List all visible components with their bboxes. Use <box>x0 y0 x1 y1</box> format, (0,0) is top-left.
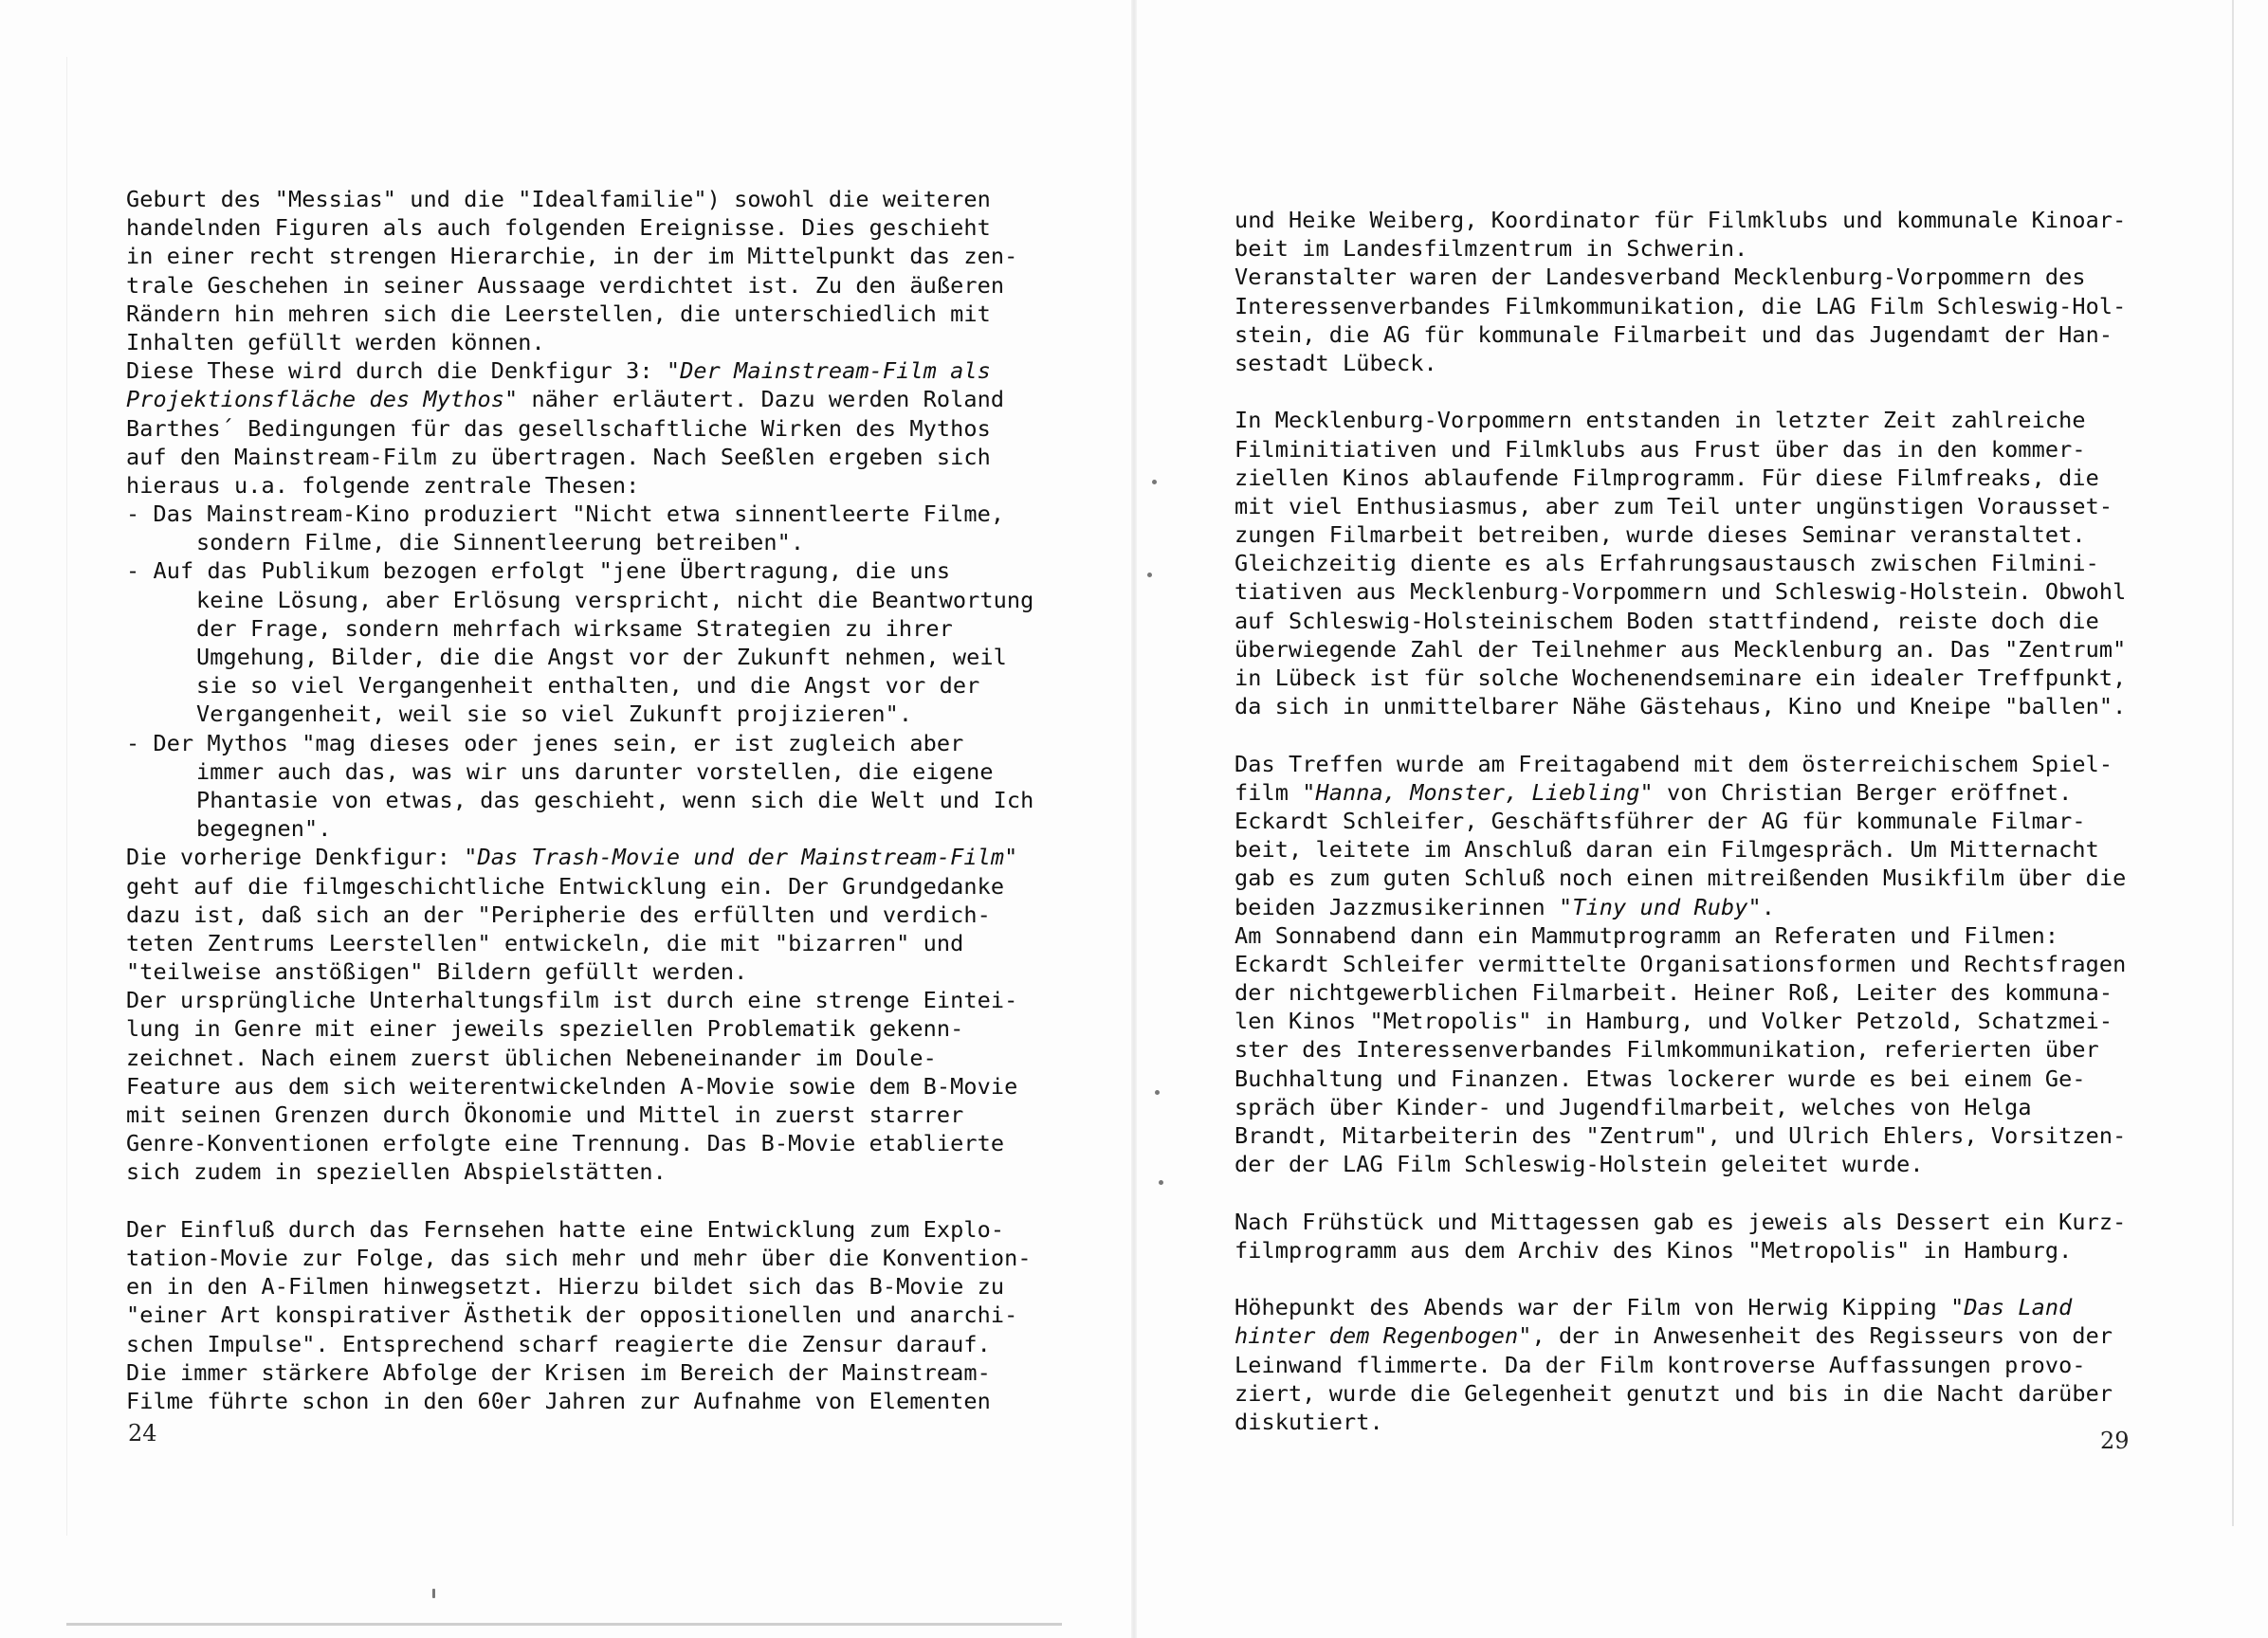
text-line: "einer Art konspirativer Ästhetik der oppositionellen und anarchi- <box>126 1301 1018 1329</box>
text-line: der nichtgewerblichen Filmarbeit. Heiner Roß, Leiter des kommuna- <box>1235 979 2113 1007</box>
text-line: handelnden Figuren als auch folgenden Ereignisse. Dies geschieht <box>126 214 991 242</box>
text-line: Eckardt Schleifer vermittelte Organisationsformen und Rechtsfragen <box>1235 950 2127 977</box>
text-line: Das Treffen wurde am Freitagabend mit dem österreichischem Spiel- <box>1235 750 2113 777</box>
text-line: en in den A-Filmen hinwegsetzt. Hierzu bildet sich das B-Movie zu <box>126 1273 1005 1301</box>
text-line: Vergangenheit, weil sie so viel Zukunft projizieren". <box>196 701 913 728</box>
text-line: Leinwand flimmerte. Da der Film kontroverse Auffassungen provo- <box>1235 1351 2086 1378</box>
paragraph-gap <box>1235 1178 2145 1207</box>
text-line: Diese These wird durch die Denkfigur 3: "Der Mainstream-Film als <box>126 357 991 385</box>
text-line: Gleichzeitig diente es als Erfahrungsaustausch zwischen Filmini- <box>1235 550 2099 577</box>
scan-speck <box>432 1589 435 1598</box>
paragraph-gap <box>1235 1265 2145 1293</box>
left-page-text <box>126 185 1036 1415</box>
text-line: keine Lösung, aber Erlösung verspricht, nicht die Beantwortung <box>196 586 1034 613</box>
text-line: Buchhaltung und Finanzen. Etwas lockerer wurde es bei einem Ge- <box>1235 1065 2086 1092</box>
text-line: beit im Landesfilmzentrum in Schwerin. <box>1235 235 1748 263</box>
text-line: Der Einfluß durch das Fernsehen hatte eine Entwicklung zum Explo- <box>126 1215 1005 1243</box>
text-line: ster des Interessenverbandes Filmkommunikation, referierten über <box>1235 1036 2099 1064</box>
text-line: der Frage, sondern mehrfach wirksame Strategien zu ihrer <box>196 614 953 642</box>
text-line: Der ursprüngliche Unterhaltungsfilm ist durch eine strenge Eintei- <box>126 987 1018 1014</box>
text-line: Barthes´ Bedingungen für das gesellschaftliche Wirken des Mythos <box>126 414 991 442</box>
text-line: Höhepunkt des Abends war der Film von Herwig Kipping "Das Land <box>1235 1294 2073 1321</box>
text-line: ziellen Kinos ablaufende Filmprogramm. Für diese Filmfreaks, die <box>1235 464 2099 491</box>
text-line: geht auf die filmgeschichtliche Entwicklung ein. Der Grundgedanke <box>126 872 1005 900</box>
text-line: Veranstalter waren der Landesverband Mecklenburg-Vorpommern des <box>1235 264 2086 291</box>
paragraph-gap <box>126 1187 1036 1215</box>
text-line: "teilweise anstößigen" Bildern gefüllt werden. <box>126 958 748 986</box>
text-line: Die vorherige Denkfigur: "Das Trash-Movie und der Mainstream-Film" <box>126 844 1018 871</box>
book-fold <box>1131 0 1137 1638</box>
text-line: Filme führte schon in den 60er Jahren zur Aufnahme von Elementen <box>126 1387 991 1414</box>
text-line: Am Sonnabend dann ein Mammutprogramm an Referaten und Filmen: <box>1235 921 2059 949</box>
text-line: teten Zentrums Leerstellen" entwickeln, die mit "bizarren" und <box>126 929 964 956</box>
text-line: Rändern hin mehren sich die Leerstellen, die unterschiedlich mit <box>126 300 991 327</box>
text-line: immer auch das, was wir uns darunter vorstellen, die eigene <box>196 757 994 785</box>
page-edge-bottom <box>66 1623 1062 1626</box>
text-line: Interessenverbandes Filmkommunikation, die LAG Film Schleswig-Hol- <box>1235 292 2127 319</box>
scan-speck <box>1152 480 1157 484</box>
text-line: der der LAG Film Schleswig-Holstein geleitet wurde. <box>1235 1151 1924 1178</box>
text-line: Eckardt Schleifer, Geschäftsführer der AG für kommunale Filmar- <box>1235 807 2086 834</box>
text-line: len Kinos "Metropolis" in Hamburg, und Volker Petzold, Schatzmei- <box>1235 1008 2113 1035</box>
text-line: und Heike Weiberg, Koordinator für Filmklubs und kommunale Kinoar- <box>1235 207 2127 233</box>
text-line: diskutiert. <box>1235 1408 1383 1435</box>
text-line: überwiegende Zahl der Teilnehmer aus Mecklenburg an. Das "Zentrum" <box>1235 635 2127 663</box>
text-line: spräch über Kinder- und Jugendfilmarbeit, welches von Helga <box>1235 1093 2032 1120</box>
text-line: in einer recht strengen Hierarchie, in der im Mittelpunkt das zen- <box>126 243 1018 270</box>
text-line: Genre-Konventionen erfolgte eine Trennung. Das B-Movie etablierte <box>126 1130 1005 1157</box>
text-line: Die immer stärkere Abfolge der Krisen im Bereich der Mainstream- <box>126 1358 991 1386</box>
text-line: ziert, wurde die Gelegenheit genutzt und bis in die Nacht darüber <box>1235 1379 2113 1407</box>
text-line: schen Impulse". Entsprechend scharf reagierte die Zensur darauf. <box>126 1330 991 1357</box>
text-line: sie so viel Vergangenheit enthalten, und die Angst vor der <box>196 672 980 700</box>
text-line: tation-Movie zur Folge, das sich mehr und mehr über die Konvention- <box>126 1244 1032 1271</box>
text-line: sestadt Lübeck. <box>1235 349 1437 376</box>
text-line: tiativen aus Mecklenburg-Vorpommern und Schleswig-Holstein. Obwohl <box>1235 578 2127 606</box>
text-line: Umgehung, Bilder, die die Angst vor der Zukunft nehmen, weil <box>196 644 1007 670</box>
text-line: - Das Mainstream-Kino produziert "Nicht etwa sinnentleerte Filme, <box>126 500 1005 528</box>
text-line: sondern Filme, die Sinnentleerung betreiben". <box>196 529 805 556</box>
text-line: Nach Frühstück und Mittagessen gab es jeweis als Dessert ein Kurz- <box>1235 1208 2127 1235</box>
text-line: hieraus u.a. folgende zentrale Thesen: <box>126 471 640 499</box>
text-line: mit seinen Grenzen durch Ökonomie und Mittel in zuerst starrer <box>126 1101 964 1128</box>
text-line: sich zudem in speziellen Abspielstätten. <box>126 1158 667 1186</box>
scan-speck <box>1155 1090 1160 1095</box>
text-line: Brandt, Mitarbeiterin des "Zentrum", und Ulrich Ehlers, Vorsitzen- <box>1235 1122 2127 1149</box>
text-line: trale Geschehen in seiner Aussaage verdichtet ist. Zu den äußeren <box>126 271 1005 299</box>
text-line: - Der Mythos "mag dieses oder jenes sein, er ist zugleich aber <box>126 729 964 756</box>
text-line: beit, leitete im Anschluß daran ein Filmgespräch. Um Mitternacht <box>1235 836 2099 864</box>
text-line: dazu ist, daß sich an der "Peripherie des erfüllten und verdich- <box>126 901 991 928</box>
paragraph-gap <box>1235 720 2145 749</box>
text-line: beiden Jazzmusikerinnen "Tiny und Ruby". <box>1235 893 1775 920</box>
text-line: mit viel Enthusiasmus, aber zum Teil unter ungünstigen Vorausset- <box>1235 492 2113 519</box>
text-line: - Auf das Publikum bezogen erfolgt "jene Übertragung, die uns <box>126 557 951 585</box>
text-line: Feature aus dem sich weiterentwickelnden A-Movie sowie dem B-Movie <box>126 1072 1018 1100</box>
text-line: hinter dem Regenbogen", der in Anwesenheit des Regisseurs von der <box>1235 1322 2113 1350</box>
text-line: Geburt des "Messias" und die "Idealfamilie") sowohl die weiteren <box>126 186 991 212</box>
text-line: auf den Mainstream-Film zu übertragen. Nach Seeßlen ergeben sich <box>126 443 991 470</box>
paragraph-gap <box>1235 377 2145 406</box>
text-line: filmprogramm aus dem Archiv des Kinos "Metropolis" in Hamburg. <box>1235 1236 2073 1264</box>
scan-speck <box>1147 573 1152 577</box>
page-edge-left <box>66 57 67 1536</box>
text-line: begegnen". <box>196 815 332 843</box>
text-line: stein, die AG für kommunale Filmarbeit und das Jugendamt der Han- <box>1235 320 2113 348</box>
scan-speck <box>1159 1180 1163 1185</box>
text-line: Inhalten gefüllt werden können. <box>126 328 545 355</box>
text-line: zungen Filmarbeit betreiben, wurde dieses Seminar veranstaltet. <box>1235 521 2086 549</box>
text-line: film "Hanna, Monster, Liebling" von Christian Berger eröffnet. <box>1235 778 2073 806</box>
text-line: in Lübeck ist für solche Wochenendseminare ein idealer Treffpunkt, <box>1235 664 2127 691</box>
text-line: zeichnet. Nach einem zuerst üblichen Nebeneinander im Doule- <box>126 1044 937 1071</box>
page-number-left: 24 <box>128 1420 157 1447</box>
text-line: da sich in unmittelbarer Nähe Gästehaus, Kino und Kneipe "ballen". <box>1235 693 2127 720</box>
right-page-text <box>1235 206 2145 1436</box>
text-line: gab es zum guten Schluß noch einen mitreißenden Musikfilm über die <box>1235 864 2127 892</box>
text-line: In Mecklenburg-Vorpommern entstanden in letzter Zeit zahlreiche <box>1235 407 2086 434</box>
text-line: Projektionsfläche des Mythos" näher erläutert. Dazu werden Roland <box>126 386 1005 413</box>
text-line: lung in Genre mit einer jeweils speziellen Problematik gekenn- <box>126 1015 964 1043</box>
text-line: Phantasie von etwas, das geschieht, wenn sich die Welt und Ich <box>196 786 1034 813</box>
page-number-right: 29 <box>2100 1428 2130 1454</box>
text-line: auf Schleswig-Holsteinischem Boden stattfindend, reiste doch die <box>1235 607 2099 634</box>
text-line: Filminitiativen und Filmklubs aus Frust über das in den kommer- <box>1235 435 2086 463</box>
page-edge-right <box>2232 0 2234 1526</box>
